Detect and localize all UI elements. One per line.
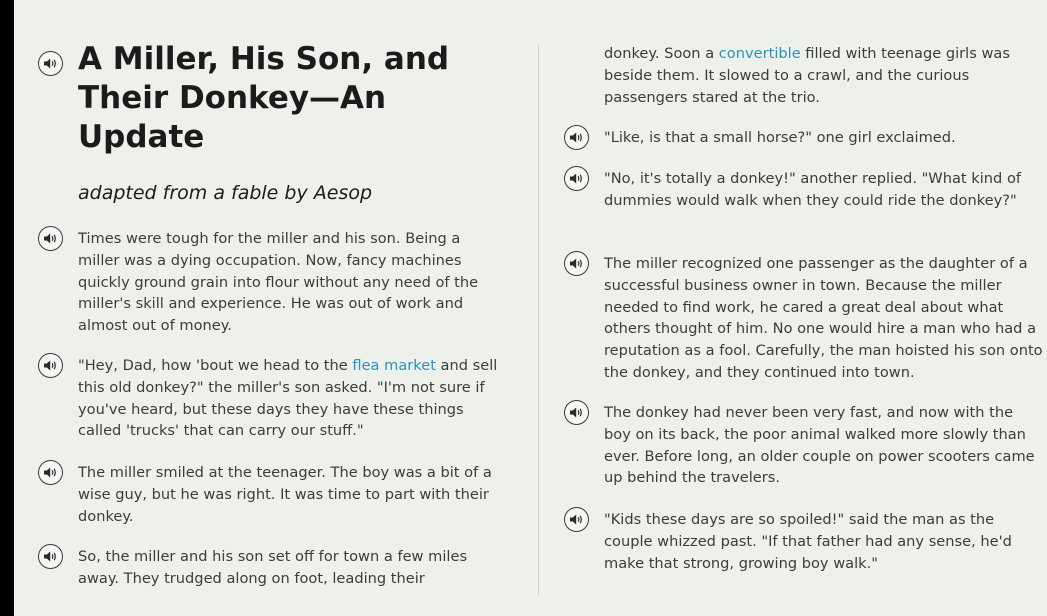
paragraph-1: Times were tough for the miller and his son. Being a miller was a dying occupation. Now, fancy machines quickly ground grain into flour without any need of the miller's skill and experience. He was out of work and almost out of money. [78,230,479,335]
paragraph-2-text: "Hey, Dad, how 'bout we head to the [78,357,353,374]
paragraph-9: "Kids these days are so spoiled!" said the man as the couple whizzed past. "If that father had any sense, he'd make that strong, growing boy walk." [604,511,1012,572]
speaker-audio-icon[interactable] [38,544,63,569]
speaker-audio-icon[interactable] [38,51,63,76]
column-divider [538,44,539,596]
speaker-audio-icon[interactable] [38,226,63,251]
paragraph-4-continued-text-cont: filled with teenage girls was beside them. It slowed to a crawl, and the curious passengers stared at the trio. [604,45,1010,106]
paragraph-5: "Like, is that a small horse?" one girl exclaimed. [604,129,956,146]
paragraph-4: So, the miller and his son set off for town a few miles away. They trudged along on foot, leading their [78,548,468,587]
paragraph-2 [78,355,504,442]
reading-page [14,0,1047,616]
paragraph-3: The miller smiled at the teenager. The boy was a bit of a wise guy, but he was right. It was time to part with their donkey. [78,464,492,525]
flea-market-link[interactable]: flea market [352,357,436,374]
paragraph-6: "No, it's totally a donkey!" another replied. "What kind of dummies would walk when they could ride the donkey?" [604,170,1022,209]
paragraph-8: The donkey had never been very fast, and now with the boy on its back, the poor animal walked more slowly than ever. Before long, an older couple on power scooters came up behind the travelers. [604,404,1035,487]
speaker-audio-icon[interactable] [38,353,63,378]
speaker-audio-icon[interactable] [38,460,63,485]
paragraph-2-text-cont: and sell this old donkey?" the miller's son asked. "I'm not sure if you've heard, but these days they have these things called 'trucks' that can carry our stuff." [78,357,498,440]
speaker-audio-icon[interactable] [564,400,589,425]
paragraph-4-continued-text: donkey. Soon a [604,45,719,62]
story-subtitle: adapted from a fable by Aesop [78,182,373,204]
story-title: A Miller, His Son, and Their Donkey—An Update [78,41,450,155]
paragraph-7: The miller recognized one passenger as the daughter of a successful business owner in town. Because the miller needed to find work, he cared a great deal about what others thought of him. No one would hire a man who had a reputation as a fool. Carefully, the man hoisted his son onto the donkey, and they continued into town. [604,255,1043,381]
convertible-link[interactable]: convertible [718,45,801,62]
speaker-audio-icon[interactable] [564,251,589,276]
paragraph-4-continued [604,43,1044,108]
speaker-audio-icon[interactable] [564,125,589,150]
speaker-audio-icon[interactable] [564,166,589,191]
speaker-audio-icon[interactable] [564,507,589,532]
